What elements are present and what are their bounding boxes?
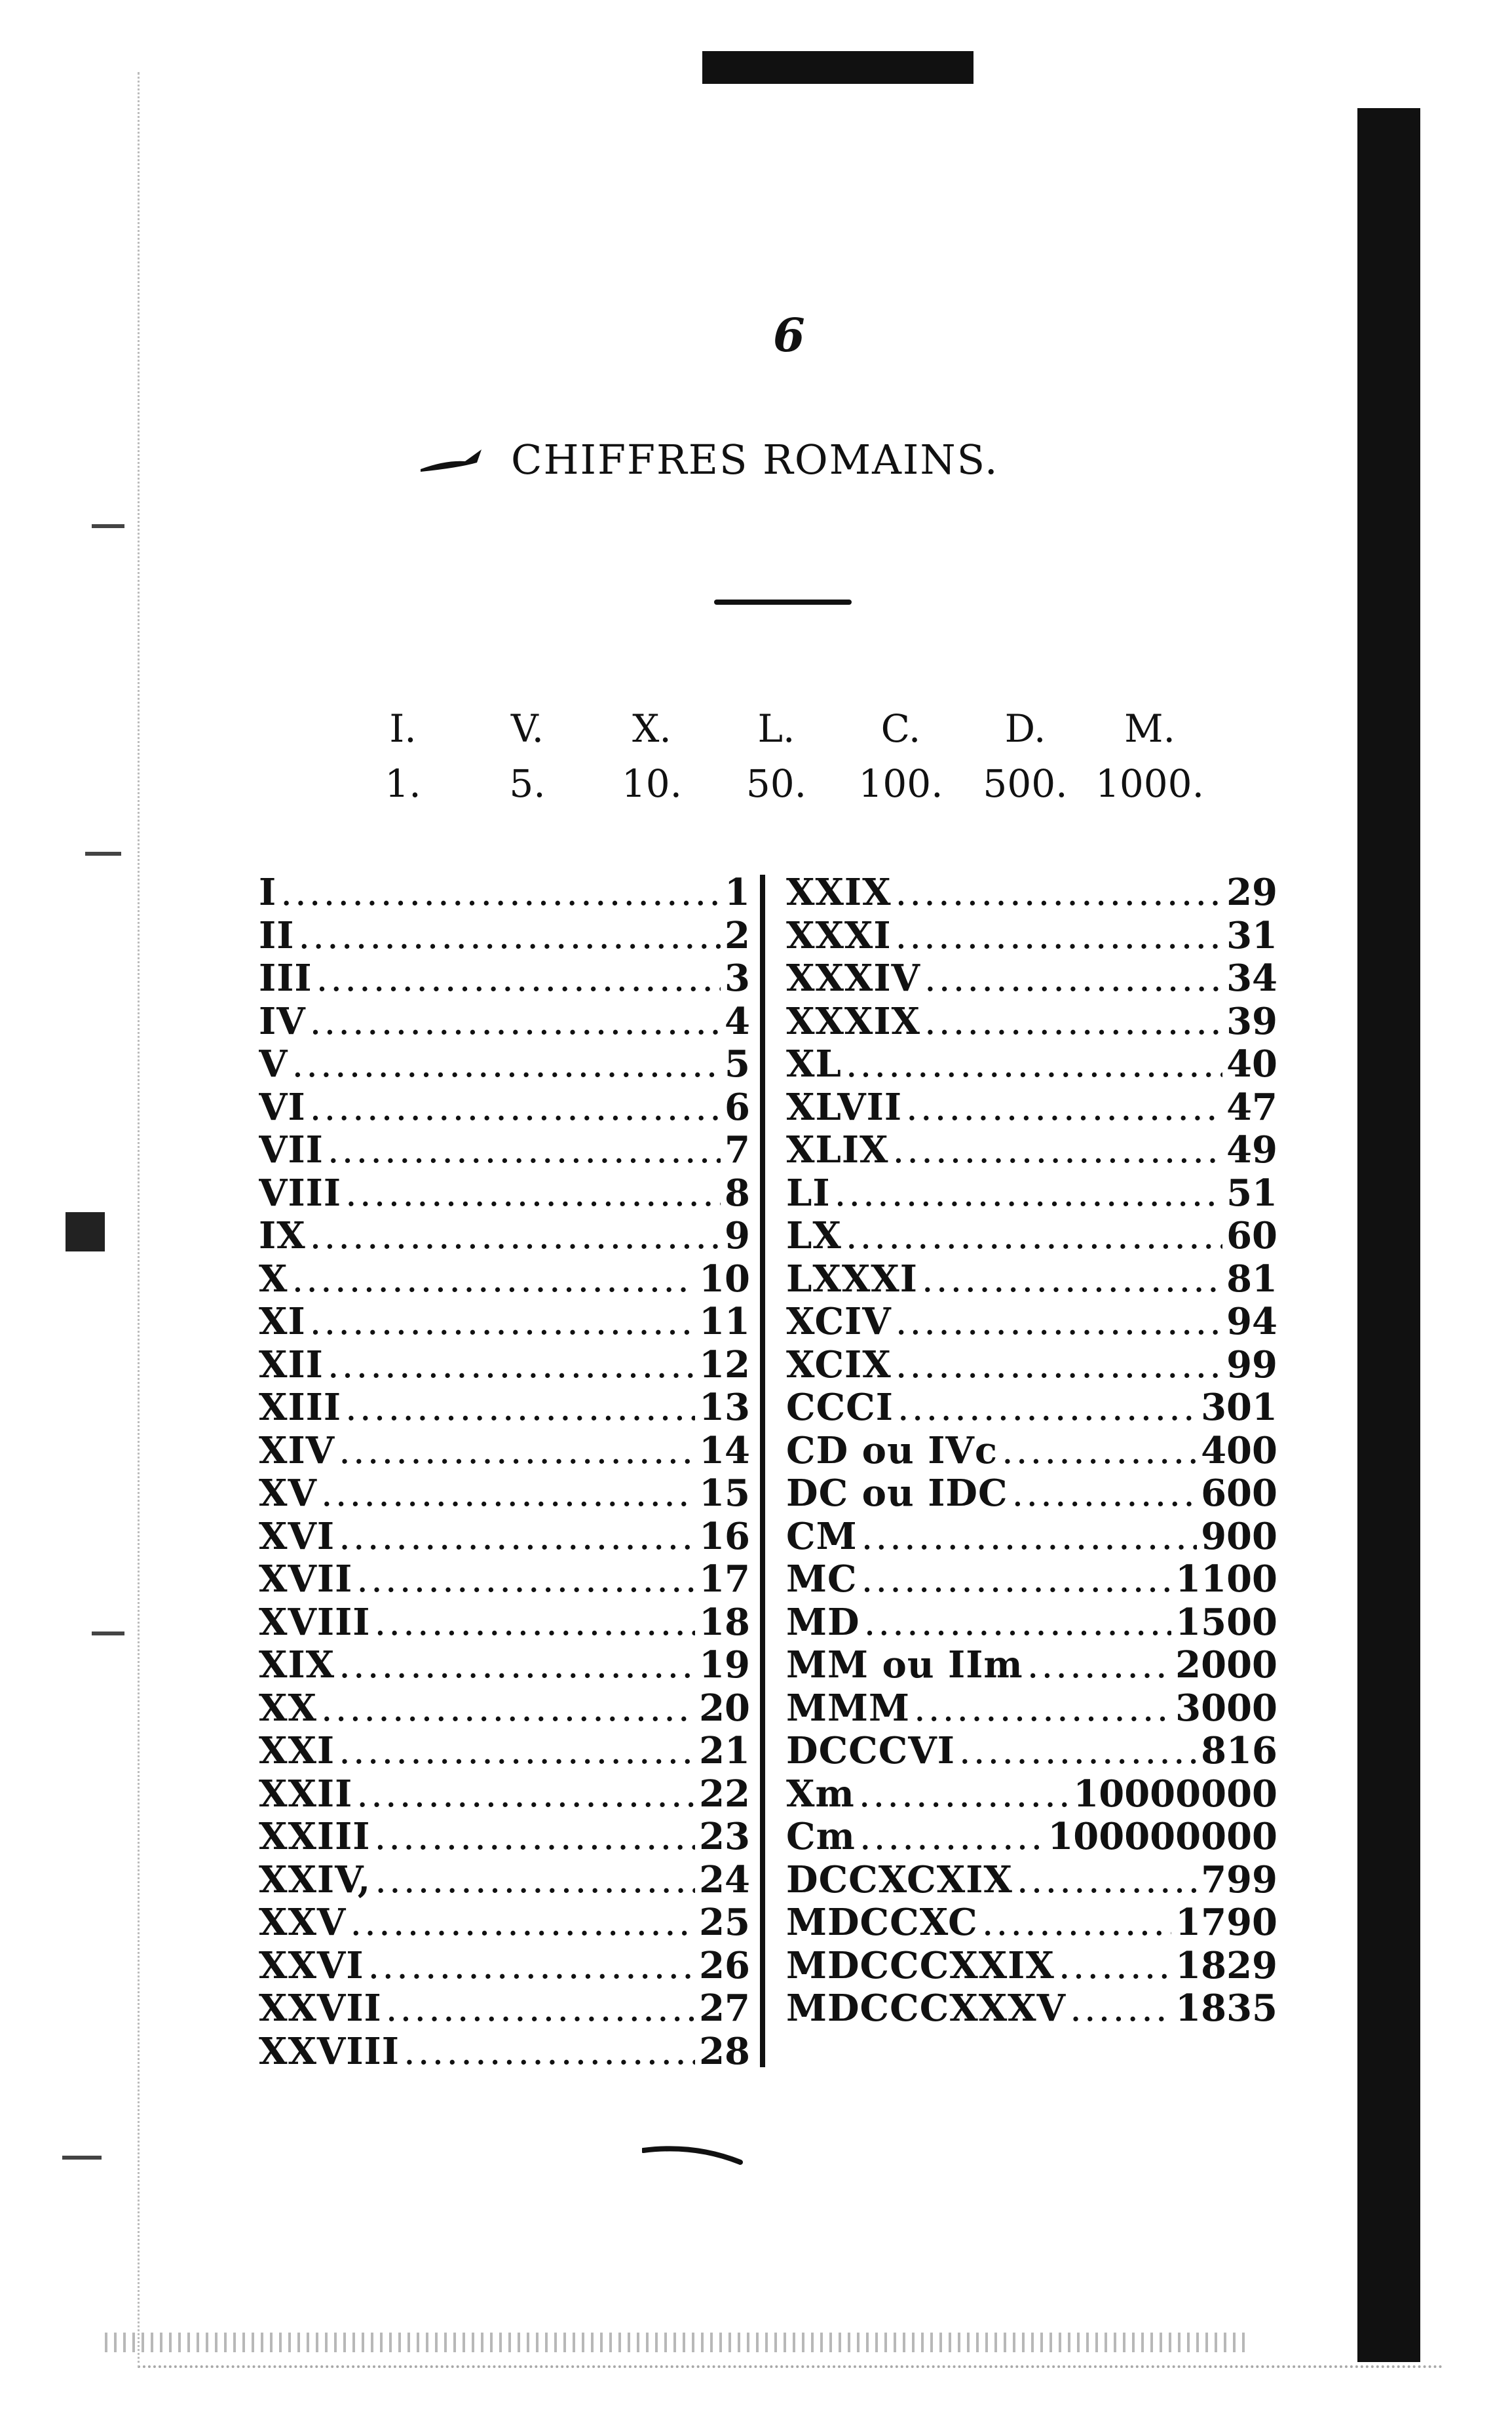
list-item	[786, 1472, 1277, 1516]
legend-numeral: D.	[1004, 706, 1046, 751]
list-item	[259, 1816, 750, 1859]
roman-numeral: V	[259, 1043, 288, 1086]
list-item	[259, 1386, 750, 1430]
arabic-value: 94	[1226, 1301, 1277, 1343]
list-item	[259, 1901, 750, 1945]
roman-numeral: XVI	[259, 1515, 335, 1558]
list-item	[259, 1601, 750, 1645]
arabic-value: 27	[699, 1987, 750, 2030]
roman-numeral: IV	[259, 1000, 306, 1043]
dot-leader	[310, 1301, 695, 1344]
arabic-value: 2	[725, 914, 750, 957]
arabic-value: 29	[1226, 871, 1277, 914]
list-item	[259, 1301, 750, 1344]
arabic-value: 6	[725, 1086, 750, 1129]
roman-numeral: Cm	[786, 1816, 856, 1858]
arabic-value: 816	[1201, 1730, 1277, 1772]
dot-leader	[1059, 1945, 1171, 1988]
dot-leader	[898, 1387, 1197, 1430]
list-item	[786, 957, 1277, 1001]
dot-leader	[350, 1902, 695, 1945]
list-item	[786, 1172, 1277, 1215]
list-item	[259, 871, 750, 915]
dot-leader	[846, 1044, 1222, 1086]
arabic-value: 2000	[1175, 1644, 1277, 1687]
roman-numeral: Xm	[786, 1772, 855, 1816]
roman-numeral: III	[259, 957, 312, 1000]
dot-leader	[982, 1902, 1171, 1945]
roman-numeral: XIII	[259, 1386, 342, 1429]
roman-numeral: XI	[259, 1301, 306, 1343]
column-divider	[760, 875, 765, 2067]
roman-numeral: MM ou IIm	[786, 1644, 1023, 1687]
dot-leader	[1017, 1860, 1197, 1902]
legend-value: 1.	[385, 761, 421, 806]
numeral-legend	[341, 701, 1212, 811]
arabic-value: 47	[1226, 1086, 1277, 1129]
dot-leader	[368, 1945, 696, 1988]
list-item	[259, 1215, 750, 1258]
arabic-value: 25	[699, 1901, 750, 1944]
legend-numeral: X.	[632, 706, 671, 751]
title-row	[419, 436, 999, 484]
dot-leader	[292, 1259, 695, 1301]
list-item	[786, 1129, 1277, 1172]
dot-leader	[1002, 1430, 1197, 1473]
margin-tick	[62, 2156, 102, 2160]
dot-leader	[298, 915, 721, 958]
arabic-value: 39	[1226, 1000, 1277, 1043]
arabic-value: 49	[1226, 1129, 1277, 1172]
dot-leader	[896, 1301, 1222, 1344]
margin-tick	[85, 852, 121, 856]
list-item	[786, 1945, 1277, 1988]
dot-leader	[328, 1130, 721, 1172]
list-item	[786, 1644, 1277, 1687]
arabic-value: 600	[1201, 1472, 1277, 1515]
list-item	[259, 915, 750, 958]
dot-leader	[374, 1816, 695, 1859]
legend-numeral: L.	[757, 706, 795, 751]
arabic-value: 301	[1201, 1386, 1277, 1429]
dot-leader	[846, 1215, 1222, 1258]
dot-leader	[356, 1559, 695, 1601]
bottom-flourish-ornament	[642, 2143, 760, 2169]
dot-leader	[404, 2031, 695, 2074]
list-item	[786, 1987, 1277, 2031]
list-item	[786, 1516, 1277, 1559]
roman-numeral: XIV	[259, 1429, 335, 1472]
dot-leader	[339, 1645, 695, 1687]
arabic-value: 26	[699, 1944, 750, 1987]
list-item	[786, 1859, 1277, 1902]
arabic-value: 21	[699, 1730, 750, 1772]
list-item	[259, 1172, 750, 1215]
legend-values-row	[341, 756, 1212, 811]
list-item	[259, 1001, 750, 1044]
list-item	[786, 1215, 1277, 1258]
roman-numeral: DCCCVI	[786, 1730, 955, 1772]
dot-leader	[861, 1516, 1198, 1559]
page-number: 6	[773, 308, 805, 362]
arabic-value: 60	[1226, 1215, 1277, 1257]
legend-value: 50.	[746, 761, 807, 806]
roman-numeral: LI	[786, 1172, 831, 1215]
roman-numeral: CM	[786, 1515, 858, 1558]
roman-numeral: LXXXI	[786, 1257, 918, 1301]
roman-numeral: XVIII	[259, 1601, 371, 1644]
dot-leader	[892, 1130, 1222, 1172]
arabic-value: 15	[699, 1472, 750, 1515]
roman-numeral: XXXI	[786, 914, 892, 957]
roman-numeral: XXVII	[259, 1987, 382, 2030]
list-item	[786, 1258, 1277, 1301]
roman-numeral: XXV	[259, 1901, 347, 1944]
dot-leader	[310, 1215, 721, 1258]
roman-numeral: VII	[259, 1129, 324, 1172]
roman-numeral: MDCCCXXIX	[786, 1944, 1055, 1987]
dot-leader	[345, 1387, 695, 1430]
dot-leader	[386, 1988, 695, 2031]
list-item	[259, 1344, 750, 1387]
dot-leader	[860, 1816, 1044, 1859]
arabic-value: 8	[725, 1172, 750, 1215]
arabic-value: 16	[699, 1515, 750, 1558]
dot-leader	[864, 1602, 1172, 1645]
bottom-edge-texture	[105, 2333, 1245, 2352]
list-item	[259, 1859, 750, 1902]
list-item	[259, 1945, 750, 1988]
roman-numeral: DCCXCXIX	[786, 1858, 1013, 1901]
arabic-value: 99	[1226, 1343, 1277, 1386]
arabic-value: 1500	[1175, 1601, 1277, 1644]
list-item	[259, 1472, 750, 1516]
legend-value: 10.	[621, 761, 683, 806]
dot-leader	[374, 1602, 695, 1645]
arabic-value: 40	[1226, 1043, 1277, 1086]
arabic-value: 28	[699, 2030, 750, 2073]
arabic-value: 4	[725, 1000, 750, 1043]
arabic-value: 11	[699, 1301, 750, 1343]
dot-leader	[914, 1688, 1171, 1730]
arabic-value: 22	[699, 1772, 750, 1816]
dot-leader	[345, 1173, 721, 1215]
dot-leader	[375, 1860, 695, 1902]
dot-leader	[896, 1345, 1222, 1387]
arabic-value: 400	[1201, 1429, 1277, 1472]
list-item	[786, 1301, 1277, 1344]
list-item	[259, 1258, 750, 1301]
list-item	[259, 1644, 750, 1687]
arabic-value: 34	[1226, 957, 1277, 1000]
roman-numeral: XXIX	[786, 871, 892, 914]
roman-numeral: XXIII	[259, 1816, 371, 1858]
arabic-value: 23	[699, 1816, 750, 1858]
arabic-value: 14	[699, 1429, 750, 1472]
roman-numeral: X	[259, 1257, 288, 1301]
list-item	[786, 1773, 1277, 1816]
legend-numeral: I.	[389, 706, 417, 751]
roman-numeral: LX	[786, 1215, 842, 1257]
arabic-value: 900	[1201, 1515, 1277, 1558]
list-item	[786, 1043, 1277, 1086]
arabic-value: 17	[699, 1558, 750, 1601]
dot-leader	[292, 1044, 721, 1086]
dot-leader	[896, 872, 1223, 915]
top-binding-mark	[702, 51, 973, 84]
dot-leader	[906, 1087, 1222, 1130]
dot-leader	[924, 958, 1222, 1001]
list-item	[786, 1344, 1277, 1387]
list-item	[259, 1430, 750, 1473]
list-item	[259, 1987, 750, 2031]
arabic-value: 799	[1201, 1858, 1277, 1901]
list-item	[259, 1086, 750, 1130]
arabic-value: 1	[725, 871, 750, 914]
dot-leader	[280, 872, 721, 915]
title-rule	[714, 600, 852, 605]
roman-numeral: XIX	[259, 1644, 335, 1687]
arabic-value: 24	[699, 1858, 750, 1901]
list-item	[786, 1687, 1277, 1730]
dot-leader	[339, 1730, 695, 1773]
arabic-value: 100000000	[1048, 1816, 1277, 1858]
dot-leader	[922, 1259, 1222, 1301]
roman-numeral: VIII	[259, 1172, 342, 1215]
roman-numeral: VI	[259, 1086, 306, 1129]
arabic-value: 18	[699, 1601, 750, 1644]
list-item	[259, 1730, 750, 1773]
dot-leader	[310, 1087, 721, 1130]
arabic-value: 9	[725, 1215, 750, 1257]
roman-numeral: XVII	[259, 1558, 353, 1601]
list-item	[786, 1001, 1277, 1044]
dot-leader	[316, 958, 721, 1001]
arabic-value: 1100	[1175, 1558, 1277, 1601]
dot-leader	[896, 915, 1223, 958]
dot-leader	[339, 1430, 695, 1473]
arabic-value: 20	[699, 1687, 750, 1730]
roman-numeral: XXXIX	[786, 1000, 920, 1043]
roman-numeral: XII	[259, 1343, 324, 1386]
arabic-value: 1790	[1175, 1901, 1277, 1944]
roman-numeral: CD ou IVc	[786, 1429, 998, 1472]
roman-numeral: MD	[786, 1601, 860, 1644]
left-numeral-list	[259, 871, 750, 2073]
arabic-value: 1829	[1175, 1944, 1277, 1987]
list-item	[259, 2031, 750, 2074]
dot-leader	[356, 1774, 695, 1816]
list-item	[259, 1129, 750, 1172]
right-numeral-list	[786, 871, 1277, 2031]
roman-numeral: XLIX	[786, 1129, 889, 1172]
dot-leader	[861, 1559, 1172, 1601]
arabic-value: 3	[725, 957, 750, 1000]
roman-numeral: DC ou IDC	[786, 1472, 1008, 1515]
arabic-value: 12	[699, 1343, 750, 1386]
arabic-value: 81	[1226, 1257, 1277, 1301]
dot-leader	[959, 1730, 1197, 1773]
list-item	[259, 1043, 750, 1086]
list-item	[259, 1687, 750, 1730]
roman-numeral: XXVIII	[259, 2030, 400, 2073]
list-item	[786, 1430, 1277, 1473]
list-item	[786, 1816, 1277, 1859]
roman-numeral: XXVI	[259, 1944, 364, 1987]
list-item	[259, 957, 750, 1001]
list-item	[786, 915, 1277, 958]
roman-numeral: CCCI	[786, 1386, 894, 1429]
legend-numeral: C.	[880, 706, 921, 751]
dot-leader	[1070, 1988, 1171, 2031]
list-item	[259, 1516, 750, 1559]
dot-leader	[321, 1473, 695, 1516]
page-title: CHIFFRES ROMAINS.	[511, 436, 999, 484]
left-margin-mark	[66, 1212, 105, 1251]
list-item	[786, 871, 1277, 915]
roman-numeral: XXII	[259, 1772, 353, 1816]
dot-leader	[835, 1173, 1222, 1215]
roman-numeral: I	[259, 871, 277, 914]
arabic-value: 3000	[1175, 1687, 1277, 1730]
arabic-value: 10000000	[1073, 1772, 1277, 1816]
arabic-value: 1835	[1175, 1987, 1277, 2030]
roman-numeral: XX	[259, 1687, 317, 1730]
dot-leader	[328, 1345, 695, 1387]
roman-numeral: XXI	[259, 1730, 335, 1772]
roman-numeral: XCIV	[786, 1301, 892, 1343]
arabic-value: 7	[725, 1129, 750, 1172]
arabic-value: 31	[1226, 914, 1277, 957]
dot-leader	[1027, 1645, 1171, 1687]
arabic-value: 19	[699, 1644, 750, 1687]
list-item	[259, 1773, 750, 1816]
roman-numeral: MDCCXC	[786, 1901, 978, 1944]
roman-numeral: XL	[786, 1043, 842, 1086]
roman-numeral: XXXIV	[786, 957, 920, 1000]
arabic-value: 13	[699, 1386, 750, 1429]
list-item	[259, 1558, 750, 1601]
list-item	[786, 1730, 1277, 1773]
legend-numeral: M.	[1124, 706, 1175, 751]
list-item	[786, 1386, 1277, 1430]
roman-numeral: MDCCCXXXV	[786, 1987, 1067, 2030]
roman-numeral: IX	[259, 1215, 306, 1257]
roman-numeral: II	[259, 914, 295, 957]
roman-numeral: XLVII	[786, 1086, 903, 1129]
margin-tick	[92, 1631, 124, 1635]
dot-leader	[1012, 1473, 1198, 1516]
dot-leader	[339, 1516, 695, 1559]
margin-tick	[92, 524, 124, 528]
legend-value: 1000.	[1095, 761, 1205, 806]
roman-numeral: MMM	[786, 1687, 910, 1730]
quill-ornament-icon	[419, 447, 491, 473]
list-item	[786, 1901, 1277, 1945]
roman-numeral: XCIX	[786, 1343, 892, 1386]
list-item	[786, 1601, 1277, 1645]
roman-numeral: MC	[786, 1558, 858, 1601]
dot-leader	[859, 1774, 1070, 1816]
legend-numeral: V.	[510, 706, 544, 751]
roman-numeral: XV	[259, 1472, 317, 1515]
legend-value: 100.	[858, 761, 943, 806]
roman-numeral: XXIV,	[259, 1858, 371, 1901]
dot-leader	[924, 1001, 1222, 1044]
list-item	[786, 1086, 1277, 1130]
legend-value: 500.	[983, 761, 1068, 806]
right-shadow-edge	[1357, 108, 1420, 2362]
legend-value: 5.	[509, 761, 546, 806]
dot-leader	[310, 1001, 721, 1044]
arabic-value: 10	[699, 1257, 750, 1301]
dot-leader	[321, 1688, 695, 1730]
list-item	[786, 1558, 1277, 1601]
arabic-value: 51	[1226, 1172, 1277, 1215]
arabic-value: 5	[725, 1043, 750, 1086]
legend-numerals-row	[341, 701, 1212, 756]
